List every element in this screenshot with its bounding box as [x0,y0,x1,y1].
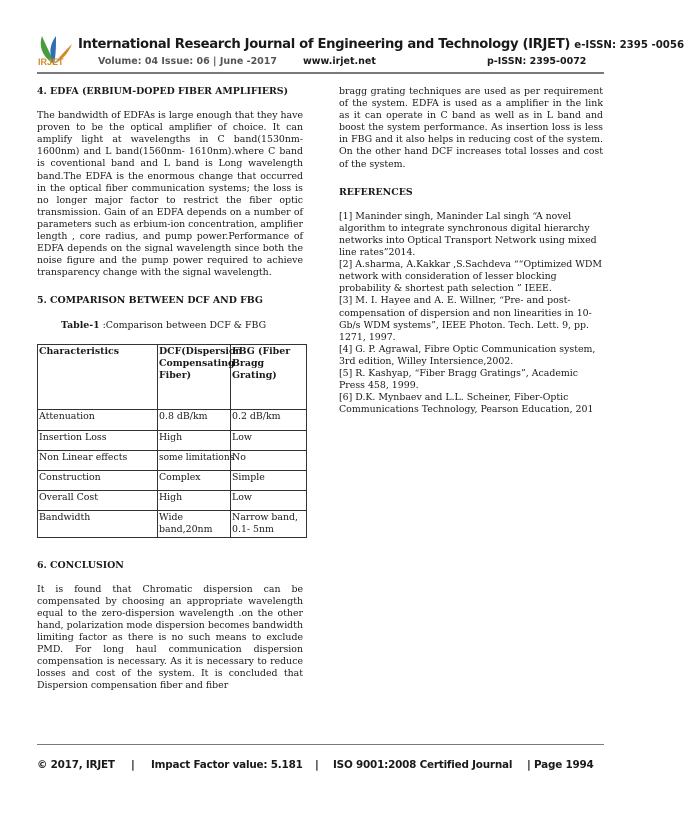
table-cell: High [158,430,231,450]
comparison-table [37,344,307,538]
footer-separator: | [131,759,135,771]
table-cell: High [158,490,231,510]
table-caption-text: :Comparison between DCF & FBG [99,319,267,331]
table-cell: No [231,450,307,470]
table-cell: Simple [231,470,307,490]
table-header-cell: Characteristics [38,344,158,409]
eissn: e-ISSN: 2395 -0056 [574,40,684,51]
section-6-heading: 6. CONCLUSION [37,559,124,571]
header-rule [37,72,604,74]
table-row [38,510,307,537]
journal-title [78,37,684,52]
table-row [38,450,307,470]
table-cell: Narrow band, 0.1- 5nm [231,510,307,537]
table-label: Table-1 [61,319,100,331]
table-row [38,470,307,490]
section-5-heading: 5. COMPARISON BETWEEN DCF AND FBG [37,295,263,307]
reference-item: [6] D.K. Mynbaev and L.L. Scheiner, Fiber-Optic Communications Technology, Pearson Education, 201 [339,392,594,416]
footer-separator: | [315,759,319,771]
table-caption [61,320,303,332]
footer-rule [37,744,604,745]
footer-copyright: © 2017, IRJET [37,759,115,771]
volume-issue: Volume: 04 Issue: 06 | June -2017 [98,56,278,67]
table-cell: Low [231,490,307,510]
footer-iso: ISO 9001:2008 Certified Journal [333,759,513,771]
journal-website: www.irjet.net [303,56,376,67]
table-cell: 0.8 dB/km [158,409,231,430]
table-cell: 0.2 dB/km [231,409,307,430]
table-row [38,490,307,510]
table-cell: Wide band,20nm [158,510,231,537]
footer-impact-factor: Impact Factor value: 5.181 [151,759,303,771]
table-row [38,430,307,450]
table-header-cell: FBG (Fiber Bragg Grating) [231,344,307,409]
reference-item: [1] Maninder singh, Maninder Lal singh “A novel algorithm to integrate synchronous digital hierarchy networks into Optical Transport Network using mixed line rates”2014. [339,210,597,259]
table-cell: some limitations [158,450,231,470]
conclusion-continued: bragg grating techniques are used as per requirement of the system. EDFA is used as a amplifier in the link as it can operate in C band as well as in L band and boost the system performance. As insertion loss is less in FBG and it also helps in reducing cost of the system. On the other hand DCF increases total losses and cost of the system. [339,86,603,170]
table-cell: Attenuation [38,409,158,430]
section-4-body: The bandwidth of EDFAs is large enough that they have proven to be the optical amplifier of choice. It can amplify light at wavelengths in C band(1530nm-1600nm) and L band(1560nm- 1610nm).where C band is coventional band and L band is Long wavelength band.The EDFA is the enormous change that occurred in the optical fiber communication systems; the loss is no longer major factor to restrict the fiber optic transmission. Gain of an EDFA depends on a number of parameters such as erbium-ion concentration, amplifier length , core radius, and pump power.Performance of EDFA depends on the signal wavelength since both the noise figure and the pump power required to achieve transparency change with the signal wavelength. [37,110,303,279]
section-4-heading: 4. EDFA (ERBIUM-DOPED FIBER AMPLIFIERS) [37,86,289,97]
table-cell: Low [231,430,307,450]
reference-item: [3] M. I. Hayee and A. E. Willner, “Pre- and post-compensation of dispersion and non linearities in 10-Gb/s WDM systems”, IEEE Photon. Tech. Lett. 9, pp. 1271, 1997. [339,295,592,343]
footer-page-number: | Page 1994 [527,759,594,771]
reference-item: [4] G. P. Agrawal, Fibre Optic Communication system, 3rd edition, Willey Intersience,2002. [339,343,596,367]
table-cell: Overall Cost [38,490,158,510]
references-heading: REFERENCES [339,186,413,198]
reference-item: [5] R. Kashyap, “Fiber Bragg Gratings”, Academic Press 458, 1999. [339,367,579,392]
table-cell: Bandwidth [38,510,158,537]
table-header-row [38,344,307,409]
right-column [339,86,603,416]
logo-text: IRJET [38,57,64,67]
journal-name: International Research Journal of Engineering and Technology (IRJET) [78,37,571,52]
table-cell: Construction [38,470,158,490]
pissn: p-ISSN: 2395-0072 [487,56,587,67]
table-header-cell: DCF(Dispersion Compensating Fiber) [158,344,231,409]
table-cell: Complex [158,470,231,490]
left-column [37,86,303,693]
table-row [38,409,307,430]
table-cell: Insertion Loss [38,430,158,450]
section-6-body: It is found that Chromatic dispersion can be compensated by choosing an appropriate wavelength equal to the zero-dispersion wavelength .on the other hand, polarization mode dispersion becomes bandwidth limiting factor as there is no such means to exclude PMD. For long haul communication dispersion compensation is necessary. As it is necessary to reduce losses and cost of the system. It is concluded that Dispersion compensation fiber and fiber [37,583,303,692]
reference-item: [2] A.sharma, A.Kakkar ,S.Sachdeva ““Optimized WDM network with consideration of lesser blocking probability & shortest path selection ” IEEE. [339,259,603,295]
table-cell: Non Linear effects [38,450,158,470]
